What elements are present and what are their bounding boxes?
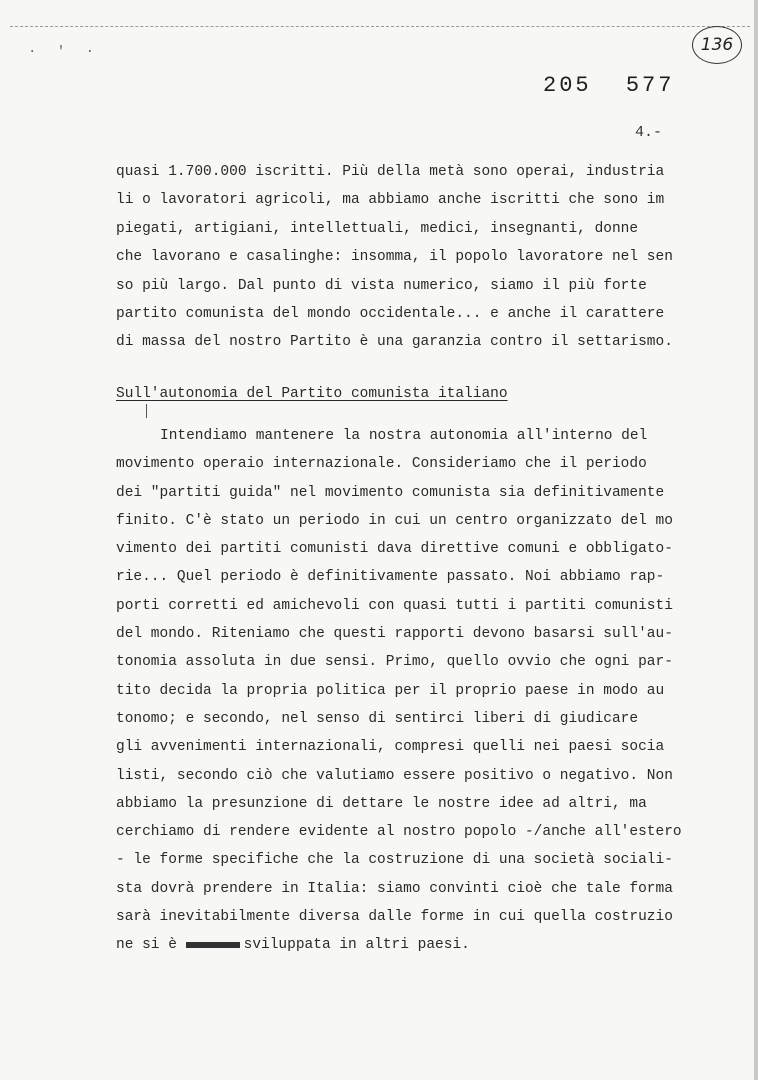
text-line: abbiamo la presunzione di dettare le nostre idee ad altri, ma xyxy=(116,795,647,812)
section-heading: Sull'autonomia del Partito comunista italiano xyxy=(116,386,508,402)
text-line: sta dovrà prendere in Italia: siamo convinti cioè che tale forma xyxy=(116,880,673,897)
text-line: piegati, artigiani, intellettuali, medici, insegnanti, donne xyxy=(116,220,639,237)
scan-specks: · ' · xyxy=(28,44,101,60)
text-line: - le forme specifiche che la costruzione di una società sociali- xyxy=(116,852,673,869)
text-line: vimento dei partiti comunisti dava direttive comuni e obbligato- xyxy=(116,541,673,558)
margin-tick xyxy=(146,404,147,418)
archive-stamp xyxy=(692,26,742,64)
last-line-start: ne si è xyxy=(116,937,177,954)
text-line: partito comunista del mondo occidentale... e anche il carattere xyxy=(116,306,665,323)
text-line: tonomia assoluta in due sensi. Primo, quello ovvio che ogni par- xyxy=(116,654,673,671)
document-number-b: 577 xyxy=(625,73,675,98)
text-line: cerchiamo di rendere evidente al nostro popolo -/anche all'estero xyxy=(116,824,682,841)
text-line: tito decida la propria politica per il proprio paese in modo au xyxy=(116,682,665,699)
text-line: dei "partiti guida" nel movimento comunista sia definitivamente xyxy=(116,484,665,501)
text-line-last xyxy=(116,931,746,959)
text-line: li o lavoratori agricoli, ma abbiamo anche iscritti che sono im xyxy=(116,192,665,209)
text-line: listi, secondo ciò che valutiamo essere positivo o negativo. Non xyxy=(116,767,673,784)
last-line-end: sviluppata in altri paesi. xyxy=(243,937,470,954)
document-number-a: 205 xyxy=(543,73,592,98)
text-line: del mondo. Riteniamo che questi rapporti devono basarsi sull'au- xyxy=(116,626,673,643)
text-line: tonomo; e secondo, nel senso di sentirci liberi di giudicare xyxy=(116,710,639,727)
text-line: movimento operaio internazionale. Consideriamo che il periodo xyxy=(116,456,647,473)
strikeout-mark xyxy=(186,942,240,948)
text-line: di massa del nostro Partito è una garanzia contro il settarismo. xyxy=(116,334,673,351)
text-line: Intendiamo mantenere la nostra autonomia all'interno del xyxy=(160,428,648,444)
text-line: porti corretti ed amichevoli con quasi tutti i partiti comunisti xyxy=(116,597,673,614)
text-line: so più largo. Dal punto di vista numerico, siamo il più forte xyxy=(116,277,647,294)
paragraph-1 xyxy=(116,158,746,357)
text-line: quasi 1.700.000 iscritti. Più della metà sono operai, industria xyxy=(116,164,665,180)
text-line: gli avvenimenti internazionali, compresi quelli nei paesi socia xyxy=(116,739,665,756)
text-line: che lavorano e casalinghe: insomma, il popolo lavoratore nel sen xyxy=(116,249,673,266)
page-marker: 4.- xyxy=(635,124,663,141)
stamp-number: 136 xyxy=(700,35,734,55)
text-line: sarà inevitabilmente diversa dalle forme in cui quella costruzio xyxy=(116,909,673,926)
text-line: rie... Quel periodo è definitivamente passato. Noi abbiamo rap- xyxy=(116,569,665,586)
paragraph-2 xyxy=(116,422,746,960)
document-number xyxy=(543,73,674,98)
top-rule xyxy=(10,26,750,27)
page-edge xyxy=(754,0,758,1080)
text-line: finito. C'è stato un periodo in cui un centro organizzato del mo xyxy=(116,512,673,529)
